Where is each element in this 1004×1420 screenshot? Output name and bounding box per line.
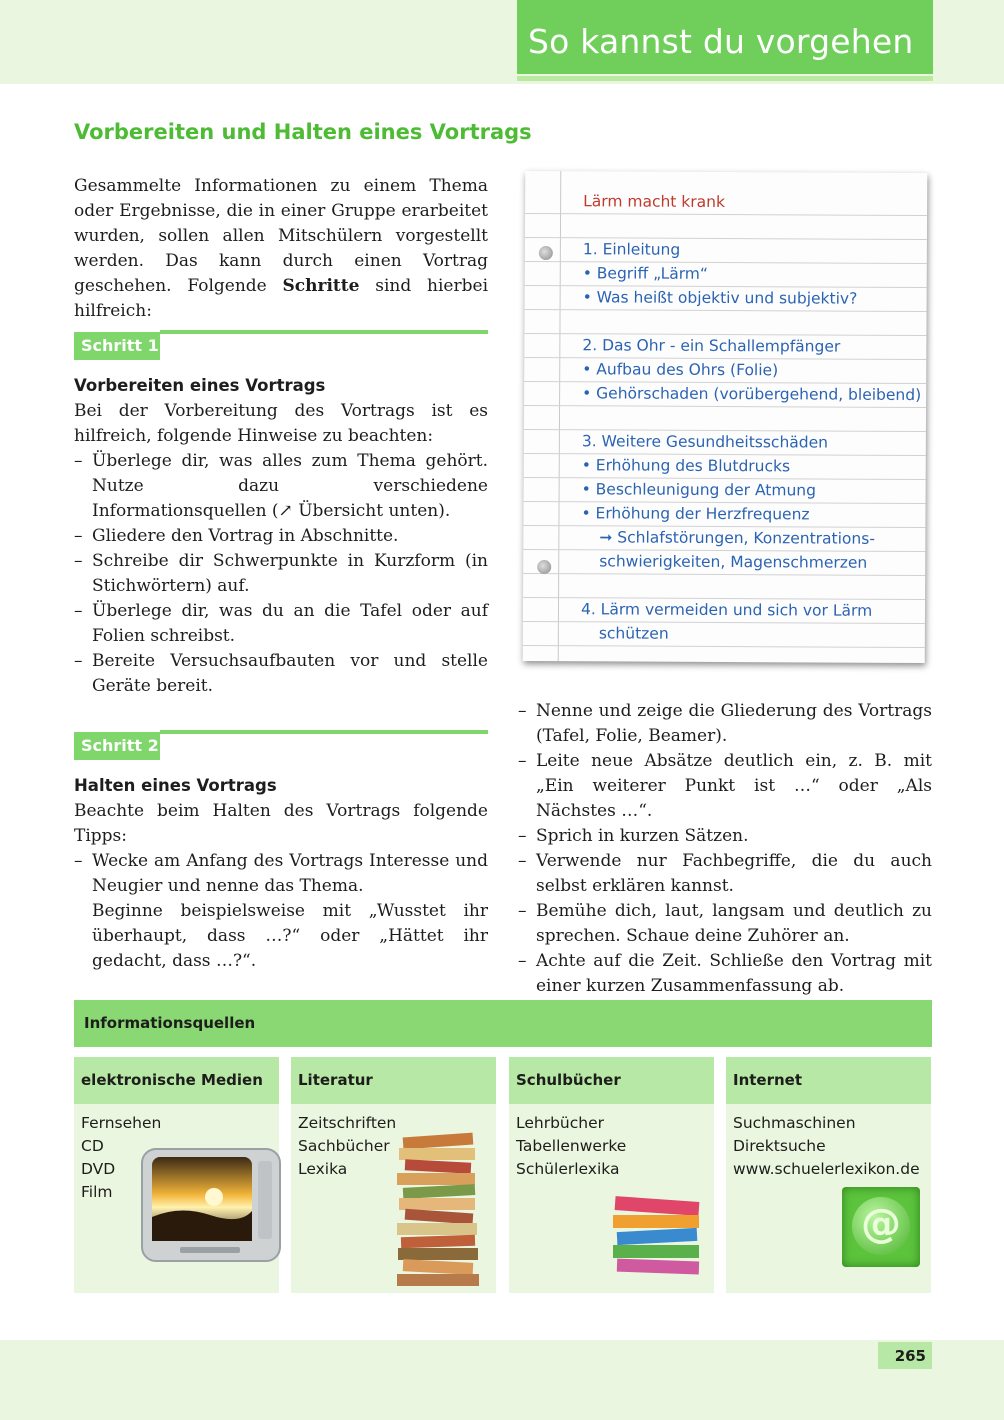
notepad-line: ➞ Schlafstörungen, Konzentrations- [599,528,875,548]
column-title: elektronische Medien [81,1071,263,1089]
intro-text: Gesammelte Informationen zu einem Thema oder Ergebnisse, die in einer Gruppe erarbeitet wurden, sollen allen Mitschülern vorgestellt werden. Das kann durch einen Vortrag geschehen. Folgende [74,176,488,296]
list-item: Fernsehen [81,1114,162,1132]
step1-heading: Vorbereiten eines Vortrags [74,376,326,395]
schoolbooks-icon [609,1193,707,1277]
list-item: – Bemühe dich, laut, langsam und deutlich zu sprechen. Schaue deine Zuhörer an. [518,899,932,949]
step2-heading: Halten eines Vortrags [74,776,277,795]
list-item: – Schreibe dir Schwerpunkte in Kurzform (in Stichwörtern) auf. [74,549,488,599]
list-item: Direktsuche [733,1137,826,1155]
step2-body-left [74,799,488,974]
list-item: – Leite neue Absätze deutlich ein, z. B. mit „Ein weiterer Punkt ist …“ oder „Als Nächstes …“. [518,749,932,824]
column-items [298,1112,396,1181]
step2-intro: Beachte beim Halten des Vortrags folgende Tipps: [74,801,488,846]
list-item: – Überlege dir, was alles zum Thema gehört. Nutze dazu verschiedene Informationsquellen (↗ Übersicht unten). [74,449,488,524]
notepad-line: 4. Lärm vermeiden und sich vor Lärm [580,600,873,620]
notepad-line: 2. Das Ohr - ein Schallempfänger [582,336,841,356]
info-sources-title: Informationsquellen [84,1014,256,1032]
list-item: Sachbücher [298,1137,390,1155]
notepad-line: • Beschleunigung der Atmung [581,480,817,500]
step2-label: Schritt 2 [74,732,160,760]
notepad-line: • Begriff „Lärm“ [582,264,709,283]
intro-paragraph [74,174,488,324]
list-item: Film [81,1183,113,1201]
notepad-line: schwierigkeiten, Magenschmerzen [599,552,868,572]
punch-hole [537,560,551,574]
step1-label: Schritt 1 [74,332,160,360]
page-number-box [878,1342,932,1369]
column-header [74,1057,279,1104]
step2-body-right [518,699,932,999]
page-number: 265 [894,1347,926,1365]
column-header [726,1057,931,1104]
notepad-line: schützen [598,624,669,643]
step1-list [74,449,488,699]
at-symbol-text: @ [861,1201,901,1247]
notepad-line: 3. Weitere Gesundheitsschäden [581,432,829,452]
step2-list-right [518,699,932,999]
bottom-band [0,1340,1004,1420]
list-item: Lehrbücher [516,1114,605,1132]
info-column-literature [291,1057,496,1293]
header-underline [517,76,933,81]
section-title: Vorbereiten und Halten eines Vortrags [74,120,532,144]
ruled-line [523,645,925,648]
list-item: Zeitschriften [298,1114,397,1132]
list-item: Lexika [298,1160,348,1178]
step2-rule [160,730,488,734]
column-items [733,1112,920,1181]
list-item-text: Wecke am Anfang des Vortrags Interesse und Neugier und nenne das Thema. [92,851,488,896]
list-item: Tabellenwerke [516,1137,627,1155]
step2-list-left [74,849,488,974]
ruled-line [523,525,925,528]
ruled-line [523,549,925,552]
list-item: – Bereite Versuchsaufbauten vor und stelle Geräte bereit. [74,649,488,699]
list-item: – Sprich in kurzen Sätzen. [518,824,932,849]
notepad-outline [523,171,928,663]
notepad-line: • Erhöhung der Herzfrequenz [581,504,810,524]
ruled-line [524,405,926,408]
intro-bold: Schritte [282,276,360,296]
list-item [74,849,488,974]
notepad-margin-line [558,171,562,661]
list-item: www.schuelerlexikon.de [733,1160,920,1178]
info-column-internet [726,1057,931,1293]
intro-text-end: sind hierbei hilfreich: [74,276,489,321]
notepad-line: • Aufbau des Ohrs (Folie) [582,360,779,380]
at-sign-icon [842,1187,920,1267]
info-column-schoolbooks [509,1057,714,1293]
column-title: Literatur [298,1071,373,1089]
ruled-line [523,621,925,624]
example-text: Beginne beispielsweise mit „Wusstet ihr überhaupt, dass …?“ oder „Hättet ihr gedacht, dass …?“. [92,901,488,971]
list-item: – Verwende nur Fachbegriffe, die du auch selbst erklären kannst. [518,849,932,899]
list-item: – Achte auf die Zeit. Schließe den Vortrag mit einer kurzen Zusammenfassung ab. [518,949,932,999]
book-stack-icon [395,1131,487,1287]
column-items [516,1112,626,1181]
notepad-title: Lärm macht krank [583,192,726,211]
column-title: Internet [733,1071,803,1089]
notepad-line: • Was heißt objektiv und subjektiv? [582,288,858,308]
column-title: Schulbücher [516,1071,621,1089]
punch-hole [539,246,553,260]
list-item: DVD [81,1160,116,1178]
list-item: CD [81,1137,104,1155]
list-item: – Nenne und zeige die Gliederung des Vortrags (Tafel, Folie, Beamer). [518,699,932,749]
info-sources-header [74,1000,932,1047]
ruled-line [523,573,925,576]
column-header [509,1057,714,1104]
notepad-line: • Gehörschaden (vorübergehend, bleibend) [582,384,922,405]
tv-icon [140,1145,282,1271]
step1-intro: Bei der Vorbereitung des Vortrags ist es hilfreich, folgende Hinweise zu beachten: [74,401,488,446]
ruled-line [525,213,927,216]
list-item: Schülerlexika [516,1160,620,1178]
info-column-media [74,1057,279,1293]
list-item: Suchmaschinen [733,1114,856,1132]
chapter-title: So kannst du vorgehen [528,22,914,61]
notepad-line: 1. Einleitung [582,240,681,259]
step1-rule [160,330,488,334]
notepad-line: • Erhöhung des Blutdrucks [581,456,791,476]
list-item: – Gliedere den Vortrag in Abschnitte. [74,524,488,549]
step1-body [74,399,488,699]
ruled-line [525,309,927,312]
column-header [291,1057,496,1104]
list-item: – Überlege dir, was du an die Tafel oder auf Folien schreibst. [74,599,488,649]
